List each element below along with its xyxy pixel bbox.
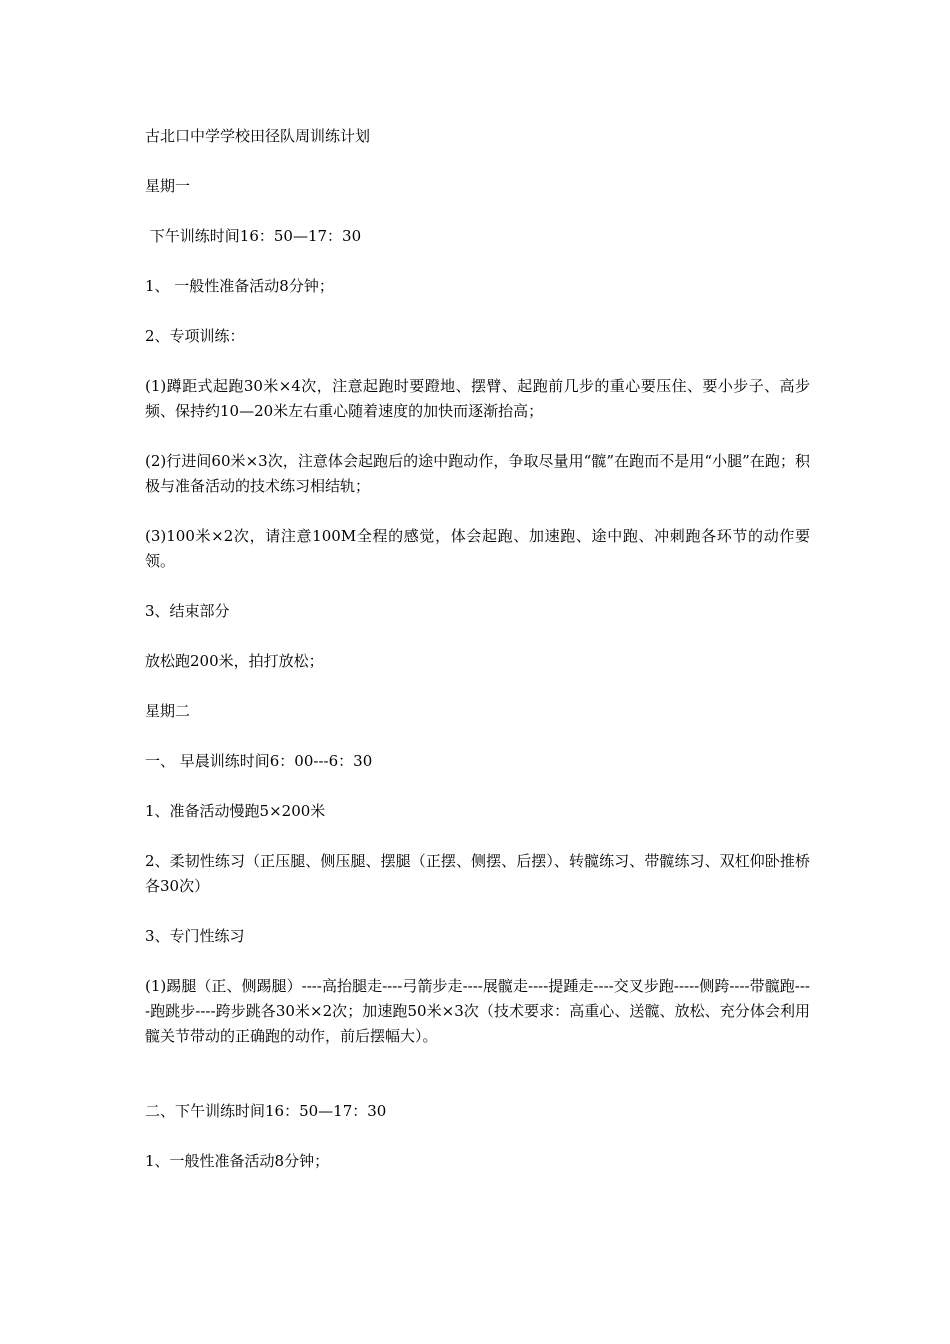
blank-line	[145, 1074, 810, 1099]
monday-cooldown: 放松跑200米，拍打放松；	[145, 652, 324, 670]
tuesday-subitem-1: (1)踢腿（正、侧踢腿）----高抬腿走----弓箭步走----展髋走----提踵走----交叉步跑-----侧跨----带髋跑----跑跳步----跨步跳各30米×2次；加速跑50米×3次（技术要求：高重心、送髋、放松、充分体会利用髋关节带动的正确跑的动作，前后摆幅大）。	[145, 977, 810, 1045]
heading-monday: 星期一	[145, 177, 191, 195]
heading-tuesday: 星期二	[145, 702, 191, 720]
monday-item-2: 2、专项训练：	[145, 327, 245, 345]
tuesday-afternoon-time: 二、下午训练时间16：50—17：30	[145, 1102, 387, 1120]
tuesday-afternoon-item-1: 1、一般性准备活动8分钟；	[145, 1152, 330, 1170]
monday-subitem-1: (1)蹲距式起跑30米×4次，注意起跑时要蹬地、摆臂、起跑前几步的重心要压住、要小步子、高步频、保持约10—20米左右重心随着速度的加快而逐渐抬高；	[145, 377, 810, 420]
tuesday-item-2: 2、柔韧性练习（正压腿、侧压腿、摆腿（正摆、侧摆、后摆）、转髋练习、带髋练习、双杠仰卧推桥各30次）	[145, 852, 810, 895]
tuesday-item-3: 3、专门性练习	[145, 927, 245, 945]
document-title: 古北口中学学校田径队周训练计划	[145, 127, 371, 145]
monday-afternoon-time: 下午训练时间16：50—17：30	[145, 227, 362, 245]
monday-subitem-3: (3)100米×2次，请注意100M全程的感觉，体会起跑、加速跑、途中跑、冲刺跑各环节的动作要领。	[145, 527, 810, 570]
monday-subitem-2: (2)行进间60米×3次，注意体会起跑后的途中跑动作，争取尽量用“髋”在跑而不是用“小腿”在跑；积极与准备活动的技术练习相结轨；	[145, 452, 810, 495]
tuesday-item-1: 1、准备活动慢跑5×200米	[145, 802, 326, 820]
monday-item-1: 1、 一般性准备活动8分钟；	[145, 277, 334, 295]
monday-item-3: 3、结束部分	[145, 602, 230, 620]
tuesday-morning-time: 一、 早晨训练时间6：00---6：30	[145, 752, 373, 770]
document-body	[145, 124, 810, 1199]
